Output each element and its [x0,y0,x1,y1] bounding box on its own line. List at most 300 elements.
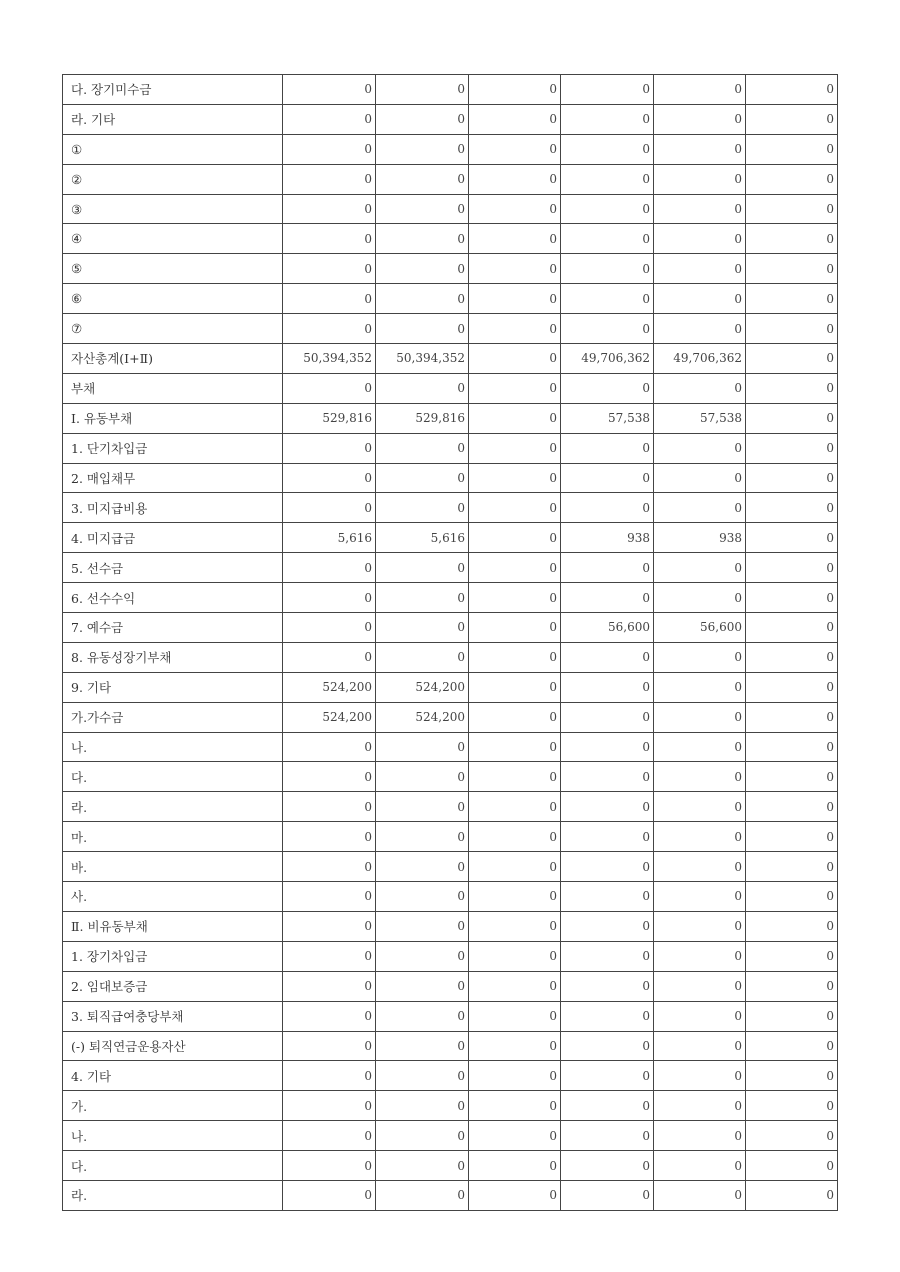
value-cell: 0 [561,1180,654,1210]
row-label: 라. [63,1180,283,1210]
value-cell: 0 [283,613,376,643]
row-label: 8. 유동성장기부채 [63,642,283,672]
value-cell: 0 [654,1091,746,1121]
value-cell: 0 [561,911,654,941]
value-cell: 0 [746,822,838,852]
row-label: 바. [63,852,283,882]
table-row [63,433,838,463]
value-cell: 0 [469,194,561,224]
table-row [63,463,838,493]
value-cell: 0 [654,553,746,583]
value-cell: 0 [283,583,376,613]
value-cell: 0 [561,1031,654,1061]
row-label: 4. 기타 [63,1061,283,1091]
value-cell: 0 [746,523,838,553]
value-cell: 0 [746,314,838,344]
value-cell: 0 [746,1121,838,1151]
row-label: 라. 기타 [63,104,283,134]
value-cell: 0 [654,224,746,254]
value-cell: 0 [469,941,561,971]
value-cell: 0 [376,1001,469,1031]
table-row [63,1001,838,1031]
table-row [63,75,838,105]
value-cell: 0 [561,822,654,852]
value-cell: 0 [469,104,561,134]
table-row [63,1180,838,1210]
row-label: ③ [63,194,283,224]
row-label: 사. [63,882,283,912]
value-cell: 0 [376,613,469,643]
table-row [63,732,838,762]
row-label: 자산총계(Ⅰ+Ⅱ) [63,344,283,374]
value-cell: 0 [283,134,376,164]
value-cell: 0 [561,941,654,971]
value-cell: 0 [561,1121,654,1151]
table-row [63,1151,838,1181]
value-cell: 0 [654,373,746,403]
value-cell: 0 [469,134,561,164]
value-cell: 0 [376,493,469,523]
value-cell: 0 [469,254,561,284]
value-cell: 5,616 [283,523,376,553]
value-cell: 57,538 [561,403,654,433]
value-cell: 0 [654,134,746,164]
value-cell: 56,600 [654,613,746,643]
value-cell: 0 [746,762,838,792]
row-label: 라. [63,792,283,822]
value-cell: 524,200 [376,702,469,732]
value-cell: 49,706,362 [561,344,654,374]
row-label: ① [63,134,283,164]
table-row [63,314,838,344]
value-cell: 0 [376,583,469,613]
table-row [63,941,838,971]
value-cell: 0 [376,134,469,164]
balance-sheet-table [62,74,838,1211]
value-cell: 0 [654,583,746,613]
value-cell: 50,394,352 [283,344,376,374]
value-cell: 0 [376,104,469,134]
value-cell: 0 [376,1091,469,1121]
value-cell: 0 [283,792,376,822]
value-cell: 0 [746,1091,838,1121]
value-cell: 0 [376,284,469,314]
value-cell: 0 [469,403,561,433]
value-cell: 0 [283,373,376,403]
value-cell: 0 [469,1091,561,1121]
table-body [63,75,838,1211]
value-cell: 0 [376,314,469,344]
value-cell: 0 [469,1151,561,1181]
value-cell: 0 [746,941,838,971]
table-row [63,971,838,1001]
value-cell: 0 [654,1061,746,1091]
value-cell: 0 [654,852,746,882]
row-label: 마. [63,822,283,852]
value-cell: 0 [469,642,561,672]
row-label: 6. 선수수익 [63,583,283,613]
value-cell: 0 [376,882,469,912]
value-cell: 0 [283,75,376,105]
value-cell: 0 [469,1180,561,1210]
value-cell: 0 [469,702,561,732]
value-cell: 0 [376,75,469,105]
value-cell: 0 [283,1151,376,1181]
value-cell: 0 [654,762,746,792]
table-row [63,1061,838,1091]
table-row [63,254,838,284]
table-row [63,164,838,194]
value-cell: 0 [654,792,746,822]
table-row [63,613,838,643]
value-cell: 0 [654,284,746,314]
value-cell: 0 [283,104,376,134]
value-cell: 0 [561,882,654,912]
table-row [63,852,838,882]
value-cell: 0 [469,314,561,344]
value-cell: 49,706,362 [654,344,746,374]
value-cell: 0 [561,1061,654,1091]
value-cell: 0 [376,164,469,194]
value-cell: 0 [283,882,376,912]
value-cell: 0 [561,792,654,822]
value-cell: 0 [283,194,376,224]
row-label: 3. 미지급비용 [63,493,283,523]
value-cell: 0 [746,852,838,882]
value-cell: 0 [561,672,654,702]
value-cell: 0 [746,75,838,105]
value-cell: 0 [654,1001,746,1031]
row-label: ⑥ [63,284,283,314]
table-row [63,104,838,134]
value-cell: 0 [376,1061,469,1091]
table-row [63,642,838,672]
value-cell: 0 [746,642,838,672]
table-row [63,1091,838,1121]
value-cell: 0 [376,224,469,254]
value-cell: 0 [746,702,838,732]
row-label: Ⅱ. 비유동부채 [63,911,283,941]
value-cell: 0 [283,553,376,583]
value-cell: 938 [654,523,746,553]
row-label: 다. 장기미수금 [63,75,283,105]
row-label: 7. 예수금 [63,613,283,643]
row-label: 가. [63,1091,283,1121]
value-cell: 0 [746,792,838,822]
value-cell: 0 [654,254,746,284]
value-cell: 0 [283,1031,376,1061]
value-cell: 0 [283,762,376,792]
value-cell: 0 [469,1031,561,1061]
value-cell: 0 [654,164,746,194]
value-cell: 0 [746,613,838,643]
row-label: Ⅰ. 유동부채 [63,403,283,433]
value-cell: 0 [376,732,469,762]
value-cell: 0 [469,792,561,822]
value-cell: 0 [654,1121,746,1151]
value-cell: 0 [561,762,654,792]
value-cell: 0 [654,75,746,105]
row-label: 부채 [63,373,283,403]
value-cell: 0 [746,583,838,613]
value-cell: 0 [283,1091,376,1121]
row-label: ⑤ [63,254,283,284]
value-cell: 0 [561,314,654,344]
value-cell: 0 [561,971,654,1001]
row-label: 3. 퇴직급여충당부채 [63,1001,283,1031]
value-cell: 0 [469,852,561,882]
row-label: 다. [63,762,283,792]
row-label: ④ [63,224,283,254]
value-cell: 0 [654,732,746,762]
value-cell: 0 [283,642,376,672]
value-cell: 0 [746,134,838,164]
value-cell: 0 [561,493,654,523]
value-cell: 0 [469,971,561,1001]
value-cell: 0 [376,254,469,284]
value-cell: 0 [283,911,376,941]
row-label: (-) 퇴직연금운용자산 [63,1031,283,1061]
value-cell: 0 [654,672,746,702]
value-cell: 0 [469,1001,561,1031]
value-cell: 0 [283,314,376,344]
value-cell: 0 [283,1001,376,1031]
value-cell: 0 [746,971,838,1001]
value-cell: 0 [561,433,654,463]
value-cell: 0 [746,493,838,523]
value-cell: 0 [561,1001,654,1031]
value-cell: 0 [469,284,561,314]
value-cell: 524,200 [283,702,376,732]
value-cell: 0 [283,852,376,882]
value-cell: 0 [746,373,838,403]
row-label: 다. [63,1151,283,1181]
table-row [63,194,838,224]
table-row [63,672,838,702]
value-cell: 0 [561,373,654,403]
value-cell: 0 [376,762,469,792]
table-row [63,792,838,822]
value-cell: 0 [561,134,654,164]
value-cell: 0 [283,822,376,852]
value-cell: 0 [283,463,376,493]
value-cell: 0 [746,1061,838,1091]
table-row [63,822,838,852]
value-cell: 0 [746,463,838,493]
value-cell: 0 [376,553,469,583]
value-cell: 0 [469,732,561,762]
value-cell: 0 [376,1121,469,1151]
value-cell: 0 [561,104,654,134]
table-row [63,344,838,374]
value-cell: 0 [561,75,654,105]
row-label: 나. [63,732,283,762]
value-cell: 0 [746,284,838,314]
value-cell: 0 [283,284,376,314]
value-cell: 0 [561,164,654,194]
value-cell: 0 [469,882,561,912]
value-cell: 0 [746,1151,838,1181]
table-row [63,284,838,314]
table-row [63,523,838,553]
row-label: 2. 매입채무 [63,463,283,493]
value-cell: 56,600 [561,613,654,643]
value-cell: 524,200 [283,672,376,702]
table-row [63,882,838,912]
row-label: ⑦ [63,314,283,344]
value-cell: 0 [283,433,376,463]
table-row [63,1121,838,1151]
value-cell: 0 [283,164,376,194]
value-cell: 0 [376,911,469,941]
value-cell: 0 [654,642,746,672]
value-cell: 0 [746,224,838,254]
value-cell: 0 [654,1151,746,1181]
row-label: 1. 장기차입금 [63,941,283,971]
table-row [63,583,838,613]
value-cell: 0 [283,971,376,1001]
value-cell: 0 [376,433,469,463]
row-label: 나. [63,1121,283,1151]
value-cell: 0 [469,1121,561,1151]
value-cell: 0 [654,1031,746,1061]
value-cell: 0 [561,583,654,613]
row-label: 1. 단기차입금 [63,433,283,463]
table-row [63,224,838,254]
value-cell: 0 [561,553,654,583]
value-cell: 0 [654,104,746,134]
value-cell: 0 [746,672,838,702]
value-cell: 0 [746,732,838,762]
value-cell: 0 [654,493,746,523]
value-cell: 0 [469,553,561,583]
value-cell: 529,816 [283,403,376,433]
value-cell: 0 [283,493,376,523]
value-cell: 0 [283,941,376,971]
table-row [63,134,838,164]
value-cell: 0 [376,792,469,822]
table-row [63,911,838,941]
row-label: 2. 임대보증금 [63,971,283,1001]
value-cell: 938 [561,523,654,553]
value-cell: 0 [561,852,654,882]
value-cell: 0 [654,433,746,463]
value-cell: 0 [746,433,838,463]
value-cell: 0 [283,1180,376,1210]
value-cell: 0 [376,1180,469,1210]
value-cell: 0 [746,553,838,583]
table-row [63,403,838,433]
value-cell: 0 [376,1031,469,1061]
table-row [63,1031,838,1061]
value-cell: 0 [469,523,561,553]
value-cell: 0 [561,1091,654,1121]
value-cell: 50,394,352 [376,344,469,374]
value-cell: 0 [376,463,469,493]
value-cell: 0 [469,75,561,105]
value-cell: 0 [654,911,746,941]
value-cell: 0 [376,1151,469,1181]
value-cell: 0 [469,822,561,852]
table-row [63,702,838,732]
value-cell: 0 [654,194,746,224]
value-cell: 0 [746,403,838,433]
value-cell: 0 [746,882,838,912]
value-cell: 0 [469,613,561,643]
value-cell: 0 [746,194,838,224]
value-cell: 0 [283,732,376,762]
value-cell: 0 [654,463,746,493]
value-cell: 5,616 [376,523,469,553]
value-cell: 0 [469,911,561,941]
value-cell: 0 [376,941,469,971]
value-cell: 0 [746,164,838,194]
value-cell: 0 [654,941,746,971]
value-cell: 0 [746,1180,838,1210]
value-cell: 0 [469,224,561,254]
value-cell: 0 [283,224,376,254]
value-cell: 0 [376,642,469,672]
value-cell: 0 [376,971,469,1001]
row-label: 4. 미지급금 [63,523,283,553]
value-cell: 0 [561,194,654,224]
value-cell: 0 [746,254,838,284]
value-cell: 0 [469,373,561,403]
value-cell: 0 [746,104,838,134]
value-cell: 0 [654,1180,746,1210]
value-cell: 0 [469,762,561,792]
value-cell: 0 [376,194,469,224]
value-cell: 0 [283,254,376,284]
value-cell: 0 [469,344,561,374]
row-label: 9. 기타 [63,672,283,702]
value-cell: 0 [561,732,654,762]
value-cell: 0 [561,224,654,254]
table-row [63,762,838,792]
value-cell: 0 [561,254,654,284]
value-cell: 0 [654,971,746,1001]
value-cell: 0 [561,463,654,493]
value-cell: 0 [376,373,469,403]
value-cell: 0 [746,911,838,941]
value-cell: 0 [469,583,561,613]
value-cell: 0 [654,702,746,732]
value-cell: 524,200 [376,672,469,702]
table-row [63,493,838,523]
row-label: 가.가수금 [63,702,283,732]
value-cell: 0 [561,1151,654,1181]
value-cell: 57,538 [654,403,746,433]
value-cell: 0 [746,1001,838,1031]
value-cell: 0 [654,314,746,344]
value-cell: 0 [561,642,654,672]
value-cell: 0 [376,852,469,882]
value-cell: 0 [469,463,561,493]
value-cell: 0 [376,822,469,852]
value-cell: 0 [469,672,561,702]
value-cell: 0 [283,1121,376,1151]
value-cell: 0 [469,433,561,463]
row-label: 5. 선수금 [63,553,283,583]
value-cell: 0 [469,164,561,194]
value-cell: 529,816 [376,403,469,433]
row-label: ② [63,164,283,194]
value-cell: 0 [746,344,838,374]
table-row [63,553,838,583]
value-cell: 0 [561,284,654,314]
value-cell: 0 [746,1031,838,1061]
table-row [63,373,838,403]
